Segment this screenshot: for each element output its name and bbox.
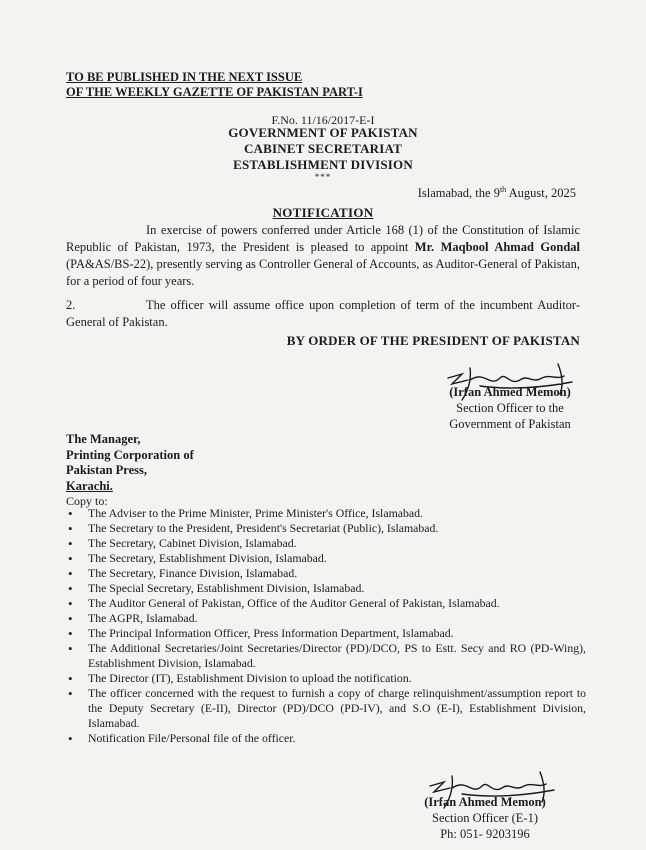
secretariat-line: CABINET SECRETARIAT — [243, 141, 403, 156]
recipient-line1: The Manager, — [66, 432, 141, 446]
date-superscript: th — [499, 185, 507, 194]
notification-title: NOTIFICATION — [272, 205, 374, 220]
signatory-name-2: (Irfan Ahmed Memon) — [424, 795, 546, 809]
government-line: GOVERNMENT OF PAKISTAN — [228, 125, 418, 140]
copy-list-item: • Notification File/Personal file of the officer. — [66, 731, 586, 746]
recipient-address — [66, 432, 194, 494]
order-line: BY ORDER OF THE PRESIDENT OF PAKISTAN — [286, 333, 580, 348]
signatory-phone: Ph: 051- 9203196 — [440, 827, 530, 841]
date-line — [418, 185, 576, 201]
gazette-header — [66, 70, 363, 100]
copy-list-item: • The AGPR, Islamabad. — [66, 611, 586, 626]
copy-list-item: • The officer concerned with the request to furnish a copy of charge relinquishment/assumption report to the Deputy Secretary (E-II), Director (PD)/DCO (PD-IV), and S.O (E-I), Establishment Division, Islamabad. — [66, 686, 586, 731]
copy-list-item: • The Secretary to the President, President's Secretariat (Public), Islamabad. — [66, 521, 586, 536]
paragraph-1-after: (PA&AS/BS-22), presently serving as Controller General of Accounts, as Auditor-General of Pakistan, for a period of four years. — [66, 257, 580, 288]
copy-list-item: • The Auditor General of Pakistan, Office of the Auditor General of Pakistan, Islamabad. — [66, 596, 586, 611]
recipient-line4: Karachi. — [66, 478, 113, 493]
paragraph-2-text: The officer will assume office upon completion of term of the incumbent Auditor-General of Pakistan. — [66, 298, 580, 329]
date-prefix: Islamabad, the 9 — [417, 186, 500, 201]
recipient-line2: Printing Corporation of — [66, 447, 194, 462]
copy-list — [66, 506, 586, 746]
signature-block-1 — [430, 384, 590, 432]
copy-list-item: • The Special Secretary, Establishment Division, Islamabad. — [66, 581, 586, 596]
date-suffix: August, 2025 — [506, 186, 576, 201]
paragraph-2 — [66, 297, 580, 331]
copy-list-item: • The Director (IT), Establishment Division to upload the notification. — [66, 671, 586, 686]
recipient-line3: Pakistan Press, — [66, 463, 148, 477]
issuing-authority — [0, 125, 646, 173]
signatory-title-1a: Section Officer to the — [456, 401, 564, 415]
division-line: ESTABLISHMENT DIVISION — [233, 157, 413, 172]
signatory-title-2: Section Officer (E-1) — [432, 811, 538, 825]
copy-list-item: • The Secretary, Cabinet Division, Islamabad. — [66, 536, 586, 551]
gazette-header-line1: TO BE PUBLISHED IN THE NEXT ISSUE — [66, 70, 303, 84]
copy-list-item: • The Secretary, Establishment Division, Islamabad. — [66, 551, 586, 566]
copy-list-item: • The Secretary, Finance Division, Islamabad. — [66, 566, 586, 581]
copy-list-item: • The Additional Secretaries/Joint Secretaries/Director (PD)/DCO, PS to Estt. Secy and RO (PD-Wing), Establishment Division, Islamabad. — [66, 641, 586, 671]
signatory-title-1b: Government of Pakistan — [449, 417, 571, 431]
signature-block-2 — [410, 794, 560, 842]
signatory-name-1: (Irfan Ahmed Memon) — [449, 385, 571, 399]
file-number: F.No. 11/16/2017-E-I — [271, 113, 375, 127]
paragraph-1 — [66, 222, 580, 290]
copy-list-item: • The Principal Information Officer, Press Information Department, Islamabad. — [66, 626, 586, 641]
copy-list-item: • The Adviser to the Prime Minister, Prime Minister's Office, Islamabad. — [66, 506, 586, 521]
separator-stars: *** — [314, 172, 332, 182]
gazette-header-line2: OF THE WEEKLY GAZETTE OF PAKISTAN PART-I — [66, 85, 363, 99]
appointee-name: Mr. Maqbool Ahmad Gondal — [414, 240, 580, 254]
paragraph-2-number: 2. — [66, 298, 76, 312]
paragraph-1-before: In exercise of powers conferred under Article 168 (1) of the Constitution of Islamic Republic of Pakistan, 1973, the President is pleased to appoint — [66, 223, 580, 254]
copy-to-label: Copy to: — [66, 494, 108, 508]
